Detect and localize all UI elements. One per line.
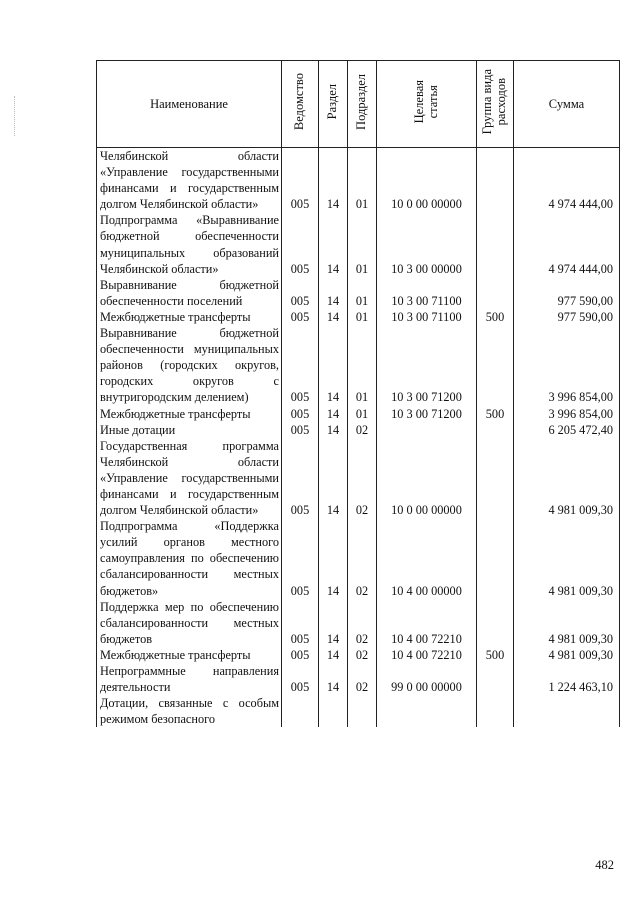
- cell-dept: 005: [282, 309, 319, 325]
- table-row: [97, 599, 620, 647]
- cell-section: 14: [319, 325, 348, 405]
- cell-subsection: 01: [348, 406, 377, 422]
- cell-name: Непрограммные направления деятельности: [97, 663, 282, 695]
- table-row: [97, 518, 620, 598]
- cell-section: 14: [319, 212, 348, 276]
- cell-group: [477, 212, 514, 276]
- cell-name: Межбюджетные трансферты: [97, 647, 282, 663]
- cell-target: 10 3 00 71100: [377, 309, 477, 325]
- table-row: [97, 695, 620, 727]
- cell-subsection: [348, 695, 377, 727]
- header-subsection: Подраздел: [348, 61, 377, 148]
- cell-sum: 977 590,00: [514, 277, 620, 309]
- cell-name: Дотации, связанные с особым режимом безопасного: [97, 695, 282, 727]
- table-row: [97, 422, 620, 438]
- cell-target: 10 4 00 72210: [377, 599, 477, 647]
- cell-sum: 1 224 463,10: [514, 663, 620, 695]
- cell-subsection: 02: [348, 518, 377, 598]
- table-row: [97, 406, 620, 422]
- cell-name: Выравнивание бюджетной обеспеченности муниципальных районов (городских округов, городских округов с внутригородским делением): [97, 325, 282, 405]
- cell-name: Подпрограмма «Выравнивание бюджетной обеспеченности муниципальных образований Челябинской области»: [97, 212, 282, 276]
- cell-section: 14: [319, 148, 348, 213]
- cell-dept: 005: [282, 438, 319, 518]
- cell-sum: 4 981 009,30: [514, 438, 620, 518]
- cell-target: [377, 695, 477, 727]
- cell-subsection: 01: [348, 212, 377, 276]
- cell-name: Межбюджетные трансферты: [97, 309, 282, 325]
- cell-sum: 4 981 009,30: [514, 599, 620, 647]
- cell-subsection: 01: [348, 309, 377, 325]
- cell-group: 500: [477, 647, 514, 663]
- cell-section: 14: [319, 438, 348, 518]
- table-header-row: [97, 61, 620, 148]
- cell-group: [477, 277, 514, 309]
- cell-section: 14: [319, 277, 348, 309]
- cell-dept: 005: [282, 518, 319, 598]
- cell-dept: 005: [282, 647, 319, 663]
- table-row: [97, 663, 620, 695]
- cell-dept: 005: [282, 212, 319, 276]
- cell-section: 14: [319, 647, 348, 663]
- cell-group: [477, 148, 514, 213]
- cell-target: 10 3 00 71100: [377, 277, 477, 309]
- cell-dept: 005: [282, 663, 319, 695]
- cell-sum: 977 590,00: [514, 309, 620, 325]
- cell-target: 10 3 00 00000: [377, 212, 477, 276]
- cell-group: [477, 663, 514, 695]
- cell-subsection: 01: [348, 148, 377, 213]
- cell-dept: 005: [282, 599, 319, 647]
- cell-subsection: 02: [348, 647, 377, 663]
- cell-sum: 4 974 444,00: [514, 148, 620, 213]
- cell-sum: [514, 695, 620, 727]
- cell-subsection: 02: [348, 663, 377, 695]
- cell-name: Поддержка мер по обеспечению сбалансированности местных бюджетов: [97, 599, 282, 647]
- table-body: [97, 148, 620, 728]
- cell-group: 500: [477, 406, 514, 422]
- cell-subsection: 02: [348, 599, 377, 647]
- cell-subsection: 01: [348, 325, 377, 405]
- header-section: Раздел: [319, 61, 348, 148]
- cell-sum: 4 981 009,30: [514, 647, 620, 663]
- page-number: 482: [595, 858, 614, 872]
- cell-name: Подпрограмма «Поддержка усилий органов местного самоуправления по обеспечению сбалансированности местных бюджетов»: [97, 518, 282, 598]
- cell-sum: 4 981 009,30: [514, 518, 620, 598]
- table-row: [97, 309, 620, 325]
- header-sum: Сумма: [514, 61, 620, 148]
- cell-dept: 005: [282, 148, 319, 213]
- cell-group: 500: [477, 309, 514, 325]
- cell-subsection: 02: [348, 422, 377, 438]
- cell-target: 99 0 00 00000: [377, 663, 477, 695]
- table-row: [97, 438, 620, 518]
- cell-name: Челябинской области «Управление государственными финансами и государственным долгом Челябинской области»: [97, 148, 282, 213]
- header-group: Группа вида расходов: [477, 61, 514, 148]
- cell-sum: 3 996 854,00: [514, 325, 620, 405]
- cell-dept: 005: [282, 325, 319, 405]
- cell-group: [477, 518, 514, 598]
- table-row: [97, 148, 620, 213]
- cell-dept: [282, 695, 319, 727]
- cell-group: [477, 695, 514, 727]
- cell-target: 10 0 00 00000: [377, 148, 477, 213]
- table-row: [97, 277, 620, 309]
- cell-target: 10 4 00 72210: [377, 647, 477, 663]
- table-row: [97, 647, 620, 663]
- cell-target: 10 3 00 71200: [377, 406, 477, 422]
- cell-subsection: 01: [348, 277, 377, 309]
- cell-target: [377, 422, 477, 438]
- cell-name: Государственная программа Челябинской области «Управление государственными финансами и государственным долгом Челябинской области»: [97, 438, 282, 518]
- cell-target: 10 0 00 00000: [377, 438, 477, 518]
- cell-name: Иные дотации: [97, 422, 282, 438]
- cell-subsection: 02: [348, 438, 377, 518]
- cell-section: 14: [319, 599, 348, 647]
- cell-group: [477, 325, 514, 405]
- table-row: [97, 212, 620, 276]
- cell-section: 14: [319, 663, 348, 695]
- header-target: Целевая статья: [377, 61, 477, 148]
- cell-target: 10 4 00 00000: [377, 518, 477, 598]
- cell-section: 14: [319, 422, 348, 438]
- table-row: [97, 325, 620, 405]
- cell-target: 10 3 00 71200: [377, 325, 477, 405]
- cell-group: [477, 422, 514, 438]
- cell-sum: 4 974 444,00: [514, 212, 620, 276]
- cell-section: 14: [319, 406, 348, 422]
- cell-section: [319, 695, 348, 727]
- cell-group: [477, 438, 514, 518]
- cell-group: [477, 599, 514, 647]
- cell-name: Межбюджетные трансферты: [97, 406, 282, 422]
- cell-dept: 005: [282, 277, 319, 309]
- cell-section: 14: [319, 309, 348, 325]
- cell-dept: 005: [282, 406, 319, 422]
- budget-table: [96, 60, 620, 727]
- header-name: Наименование: [97, 61, 282, 148]
- cell-section: 14: [319, 518, 348, 598]
- cell-dept: 005: [282, 422, 319, 438]
- cell-name: Выравнивание бюджетной обеспеченности поселений: [97, 277, 282, 309]
- cell-sum: 6 205 472,40: [514, 422, 620, 438]
- header-dept: Ведомство: [282, 61, 319, 148]
- cell-sum: 3 996 854,00: [514, 406, 620, 422]
- binding-mark: [14, 96, 23, 136]
